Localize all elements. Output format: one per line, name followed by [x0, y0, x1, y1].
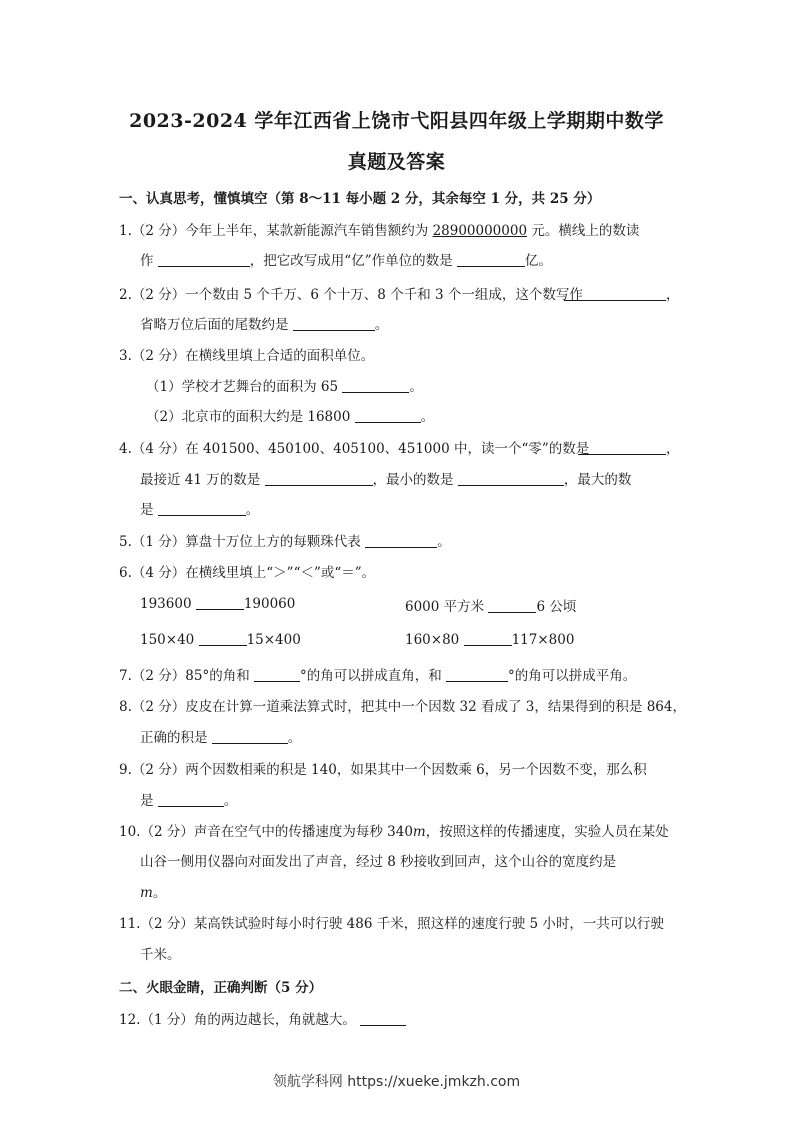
section-1-heading: 一、认真思考，懂慎填空（第 8～11 每小题 2 分，其余每空 1 分，共 25 分）	[119, 191, 601, 207]
answer-blank[interactable]	[342, 378, 409, 393]
answer-blank[interactable]	[365, 533, 437, 548]
answer-blank[interactable]	[293, 316, 375, 331]
question-2-blank-line: ，	[564, 283, 680, 303]
answer-blank[interactable]	[464, 631, 512, 646]
answer-blank[interactable]	[158, 501, 246, 516]
question-7: 7.（2 分）85°的角和 °的角可以拼成直角，和 °的角可以拼成平角。	[119, 668, 637, 684]
question-1: 1.（2 分）今年上半年，某款新能源汽车销售额约为 28900000000 元。横线上的数读	[119, 223, 640, 239]
compare-item: 193600 190060	[140, 596, 296, 612]
question-4: 4.（4 分）在 401500、450100、405100、451000 中，读一个“零”的数是	[119, 441, 590, 457]
question-3-part-2: （2）北京市的面积大约是 16800 。	[146, 409, 435, 425]
answer-blank[interactable]	[488, 598, 536, 613]
question-6: 6.（4 分）在横线里填上“＞”“＜”或“＝”。	[119, 565, 376, 581]
question-10-cont: 山谷一侧用仪器向对面发出了声音，经过 8 秒接收到回声，这个山谷的宽度约是	[140, 854, 617, 870]
answer-blank[interactable]	[212, 729, 288, 744]
answer-blank[interactable]	[578, 440, 666, 455]
question-11: 11.（2 分）某高铁试验时每小时行驶 486 千米，照这样的速度行驶 5 小时，一共可以行驶	[119, 916, 664, 932]
answer-blank[interactable]	[360, 1011, 406, 1026]
question-3-part-1: （1）学校才艺舞台的面积为 65 。	[146, 379, 423, 395]
footer-watermark: 领航学科网 https://xueke.jmkzh.com	[272, 1074, 521, 1090]
answer-blank[interactable]	[458, 471, 564, 486]
question-8: 8.（2 分）皮皮在计算一道乘法算式时，把其中一个因数 32 看成了 3，结果得到的积是 864，	[119, 699, 686, 715]
question-4-blank-line: ，	[578, 437, 680, 457]
answer-blank[interactable]	[446, 667, 508, 682]
question-3: 3.（2 分）在横线里填上合适的面积单位。	[119, 348, 375, 364]
question-9: 9.（2 分）两个因数相乘的积是 140，如果其中一个因数乘 6，另一个因数不变，那么积	[119, 762, 647, 778]
page-title: 2023-2024 学年江西省上饶市弋阳县四年级上学期期中数学	[129, 110, 664, 132]
answer-blank[interactable]	[158, 792, 224, 807]
answer-blank[interactable]	[355, 408, 421, 423]
question-10: 10.（2 分）声音在空气中的传播速度为每秒 340m，按照这样的传播速度，实验人员在某处	[119, 824, 669, 840]
question-2: 2.（2 分）一个数由 5 个千万、6 个十万、8 个千和 3 个一组成，这个数写作	[119, 287, 583, 303]
question-8-cont: 正确的积是 。	[140, 730, 302, 746]
question-11-cont: 千米。	[140, 947, 181, 963]
answer-blank[interactable]	[457, 252, 525, 267]
compare-item: 150×40 15×400	[140, 632, 301, 648]
answer-blank[interactable]	[199, 631, 247, 646]
section-2-heading: 二、火眼金睛，正确判断（5 分）	[119, 980, 323, 996]
page-subtitle: 真题及答案	[347, 151, 446, 173]
question-4-cont-2: 是 。	[140, 502, 260, 518]
compare-item: 160×80 117×800	[405, 632, 575, 648]
question-12: 12.（1 分）角的两边越长，角就越大。	[119, 1008, 406, 1028]
compare-item: 6000 平方米 6 公顷	[405, 599, 577, 615]
answer-blank[interactable]	[265, 471, 373, 486]
question-9-cont: 是 。	[140, 793, 238, 809]
answer-blank[interactable]	[196, 595, 244, 610]
answer-blank[interactable]	[254, 667, 300, 682]
number-value: 28900000000	[432, 223, 528, 239]
answer-blank[interactable]	[564, 286, 666, 301]
question-4-cont: 最接近 41 万的数是 ，最小的数是 ，最大的数	[140, 472, 632, 488]
answer-blank[interactable]	[158, 252, 250, 267]
question-10-cont-2: m。	[140, 885, 167, 901]
question-5: 5.（1 分）算盘十万位上方的每颗珠代表 。	[119, 534, 451, 550]
question-1-cont: 作 ，把它改写成用“亿”作单位的数是 亿。	[140, 253, 552, 269]
question-2-cont: 省略万位后面的尾数约是 。	[140, 317, 389, 333]
